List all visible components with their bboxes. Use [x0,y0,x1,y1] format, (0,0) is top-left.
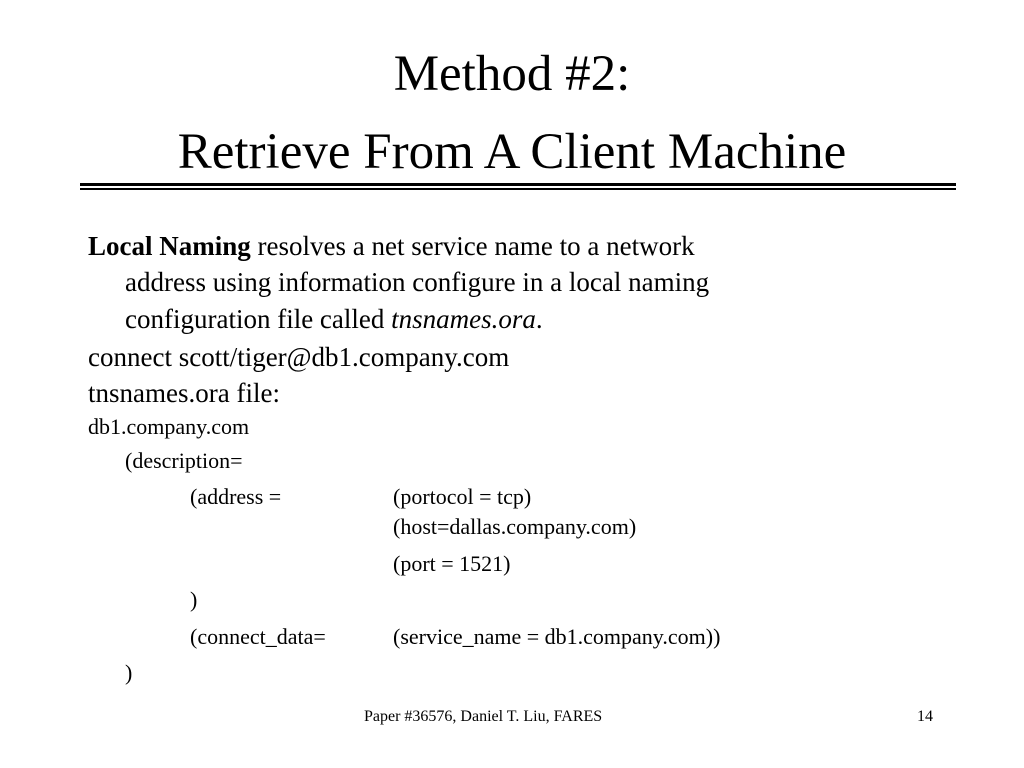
bold-term-local-naming: Local Naming [88,231,251,261]
paragraph-line3-before: configuration file called [125,304,392,334]
code-connect-data-open: (connect_data= [190,624,326,649]
connect-line: connect scott/tiger@db1.company.com [88,342,510,372]
filename-tnsnames-italic: tnsnames.ora [391,304,536,334]
footer-paper-info: Paper #36576, Daniel T. Liu, FARES [364,708,603,725]
footer-page-number: 14 [917,708,933,725]
code-address-open: (address = [190,484,282,509]
file-label: tnsnames.ora file: [88,378,280,408]
code-host: (host=dallas.company.com) [393,514,637,539]
paragraph-line3-after: . [535,304,543,334]
slide-title-line2: Retrieve From A Client Machine [177,124,847,180]
paragraph-line3 [125,301,543,337]
title-divider-thick [80,183,956,186]
slide-title-line1: Method #2: [393,46,631,102]
code-protocol: (portocol = tcp) [393,484,532,509]
paragraph-line1-rest: resolves a net service name to a network [250,231,695,261]
title-divider-thin [80,188,956,190]
code-description-open: (description= [125,448,243,473]
code-description-close: ) [125,660,133,685]
paragraph-line1 [88,228,695,264]
code-port: (port = 1521) [393,551,511,576]
code-address-close: ) [190,587,198,612]
code-service-name: (service_name = db1.company.com)) [393,624,721,649]
paragraph-line2: address using information configure in a local naming [125,267,710,297]
code-alias: db1.company.com [88,414,250,439]
